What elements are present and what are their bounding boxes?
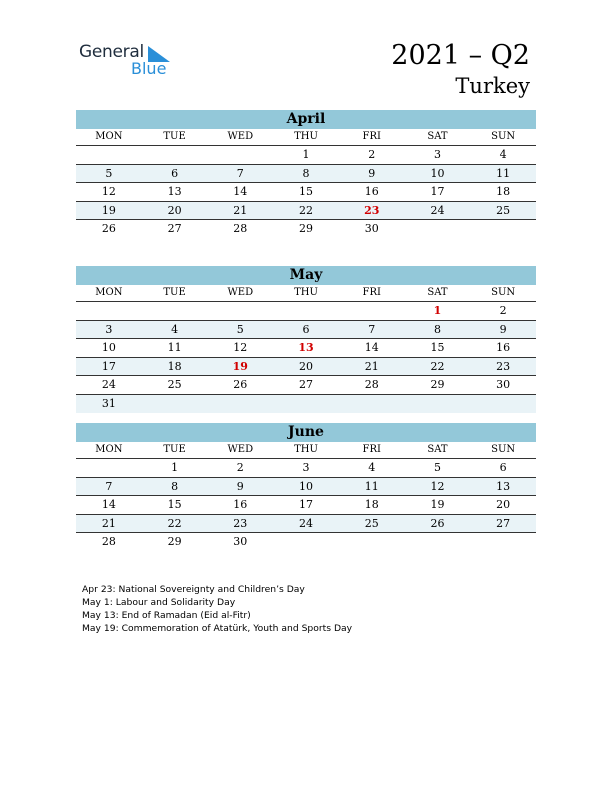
day-cell: 23 xyxy=(496,359,511,373)
empty-day-cell xyxy=(339,395,405,413)
weekday-label: MON xyxy=(95,444,123,455)
day-cell: 30 xyxy=(233,535,248,549)
weekday-header-row xyxy=(76,442,536,459)
day-cell: 16 xyxy=(364,185,379,199)
weekday-label: MON xyxy=(95,287,123,298)
day-cell: 15 xyxy=(167,498,182,512)
day-cell: 3 xyxy=(302,461,310,474)
day-cell: 5 xyxy=(105,166,113,180)
weekday-label: THU xyxy=(294,444,318,455)
empty-day-cell xyxy=(405,220,471,238)
day-cell: 17 xyxy=(101,359,116,373)
empty-day-cell xyxy=(273,533,339,551)
holiday-day-cell: 19 xyxy=(232,359,248,373)
empty-day-cell xyxy=(76,146,142,164)
day-cell: 7 xyxy=(236,166,244,180)
day-cell: 23 xyxy=(233,516,248,530)
week-row xyxy=(76,220,536,238)
day-cell: 28 xyxy=(101,535,116,549)
day-cell: 29 xyxy=(299,222,314,236)
day-cell: 12 xyxy=(430,479,445,493)
day-cell: 26 xyxy=(430,516,445,530)
week-row xyxy=(76,183,536,202)
day-cell: 13 xyxy=(167,185,182,199)
weekday-label: SUN xyxy=(491,444,516,455)
logo-word-general: General xyxy=(79,42,144,62)
day-cell: 20 xyxy=(299,359,314,373)
day-cell: 8 xyxy=(302,166,310,180)
day-cell: 21 xyxy=(101,516,116,530)
day-cell: 5 xyxy=(236,322,244,336)
day-cell: 22 xyxy=(299,203,314,217)
day-cell: 14 xyxy=(233,185,248,199)
day-cell: 10 xyxy=(299,479,314,493)
day-cell: 10 xyxy=(430,166,445,180)
weekday-label: FRI xyxy=(362,287,381,298)
weekday-header-row xyxy=(76,285,536,302)
weekday-header-row xyxy=(76,129,536,146)
week-row xyxy=(76,165,536,184)
week-row xyxy=(76,146,536,165)
holiday-day-cell: 23 xyxy=(364,203,380,217)
day-cell: 10 xyxy=(101,341,116,355)
week-row xyxy=(76,395,536,413)
holiday-note: May 13: End of Ramadan (Eid al-Fitr) xyxy=(82,610,251,621)
week-row xyxy=(76,321,536,340)
weeks xyxy=(76,302,536,413)
day-cell: 19 xyxy=(430,498,445,512)
month-may xyxy=(76,266,536,413)
week-row xyxy=(76,478,536,497)
day-cell: 21 xyxy=(364,359,379,373)
day-cell: 15 xyxy=(430,341,445,355)
day-cell: 31 xyxy=(101,396,116,410)
month-april xyxy=(76,110,536,238)
weekday-label: WED xyxy=(227,444,254,455)
empty-day-cell xyxy=(470,220,536,238)
day-cell: 18 xyxy=(167,359,182,373)
day-cell: 22 xyxy=(430,359,445,373)
week-row xyxy=(76,376,536,395)
day-cell: 18 xyxy=(496,185,511,199)
empty-day-cell xyxy=(405,395,471,413)
weekday-label: SAT xyxy=(427,444,448,455)
empty-day-cell xyxy=(207,302,273,320)
day-cell: 28 xyxy=(364,378,379,392)
day-cell: 7 xyxy=(105,479,113,493)
day-cell: 27 xyxy=(167,222,182,236)
day-cell: 1 xyxy=(171,461,179,474)
country-name: Turkey xyxy=(455,74,530,98)
weekday-label: WED xyxy=(227,287,254,298)
day-cell: 30 xyxy=(496,378,511,392)
day-cell: 14 xyxy=(364,341,379,355)
month-header: June xyxy=(76,423,536,442)
week-row xyxy=(76,459,536,478)
day-cell: 12 xyxy=(233,341,248,355)
day-cell: 3 xyxy=(105,322,113,336)
day-cell: 28 xyxy=(233,222,248,236)
weekday-label: THU xyxy=(294,131,318,142)
generalblue-logo xyxy=(79,42,179,82)
day-cell: 27 xyxy=(299,378,314,392)
day-cell: 4 xyxy=(499,148,507,161)
day-cell: 16 xyxy=(233,498,248,512)
day-cell: 6 xyxy=(171,166,179,180)
empty-day-cell xyxy=(142,395,208,413)
day-cell: 15 xyxy=(299,185,314,199)
day-cell: 20 xyxy=(167,203,182,217)
day-cell: 9 xyxy=(236,479,244,493)
week-row xyxy=(76,302,536,321)
weekday-label: FRI xyxy=(362,131,381,142)
day-cell: 5 xyxy=(433,461,441,474)
page-title: 2021 – Q2 xyxy=(391,40,530,71)
day-cell: 2 xyxy=(499,304,507,317)
day-cell: 11 xyxy=(364,479,379,493)
weekday-label: TUE xyxy=(163,444,186,455)
weekday-label: SAT xyxy=(427,131,448,142)
day-cell: 8 xyxy=(433,322,441,336)
empty-day-cell xyxy=(339,302,405,320)
day-cell: 17 xyxy=(299,498,314,512)
empty-day-cell xyxy=(76,302,142,320)
holiday-note: May 19: Commemoration of Atatürk, Youth and Sports Day xyxy=(82,623,353,634)
day-cell: 3 xyxy=(433,148,441,161)
day-cell: 25 xyxy=(167,378,182,392)
weekday-label: FRI xyxy=(362,444,381,455)
weeks xyxy=(76,459,536,551)
day-cell: 11 xyxy=(496,166,511,180)
weeks xyxy=(76,146,536,238)
holiday-notes xyxy=(82,583,352,635)
week-row xyxy=(76,358,536,377)
day-cell: 21 xyxy=(233,203,248,217)
logo-word-blue: Blue xyxy=(131,59,167,78)
day-cell: 9 xyxy=(499,322,507,336)
weekday-label: MON xyxy=(95,131,123,142)
day-cell: 17 xyxy=(430,185,445,199)
day-cell: 8 xyxy=(171,479,179,493)
day-cell: 22 xyxy=(167,516,182,530)
day-cell: 2 xyxy=(236,461,244,474)
empty-day-cell xyxy=(142,302,208,320)
weekday-label: TUE xyxy=(163,287,186,298)
holiday-day-cell: 1 xyxy=(433,304,442,317)
month-june xyxy=(76,423,536,551)
week-row xyxy=(76,339,536,358)
empty-day-cell xyxy=(405,533,471,551)
day-cell: 7 xyxy=(368,322,376,336)
month-header: April xyxy=(76,110,536,129)
empty-day-cell xyxy=(273,302,339,320)
week-row xyxy=(76,496,536,515)
day-cell: 24 xyxy=(101,378,116,392)
day-cell: 9 xyxy=(368,166,376,180)
empty-day-cell xyxy=(470,533,536,551)
holiday-day-cell: 13 xyxy=(298,341,314,355)
empty-day-cell xyxy=(207,146,273,164)
day-cell: 25 xyxy=(496,203,511,217)
empty-day-cell xyxy=(142,146,208,164)
weekday-label: SUN xyxy=(491,287,516,298)
day-cell: 16 xyxy=(496,341,511,355)
weekday-label: SAT xyxy=(427,287,448,298)
day-cell: 12 xyxy=(101,185,116,199)
empty-day-cell xyxy=(470,395,536,413)
day-cell: 11 xyxy=(167,341,182,355)
weekday-label: THU xyxy=(294,287,318,298)
day-cell: 2 xyxy=(368,148,376,161)
holiday-note: May 1: Labour and Solidarity Day xyxy=(82,597,236,608)
holiday-note: Apr 23: National Sovereignty and Children’s Day xyxy=(82,584,305,595)
day-cell: 26 xyxy=(233,378,248,392)
weekday-label: WED xyxy=(227,131,254,142)
day-cell: 26 xyxy=(101,222,116,236)
day-cell: 30 xyxy=(364,222,379,236)
month-header: May xyxy=(76,266,536,285)
day-cell: 18 xyxy=(364,498,379,512)
day-cell: 24 xyxy=(299,516,314,530)
day-cell: 29 xyxy=(430,378,445,392)
day-cell: 4 xyxy=(368,461,376,474)
week-row xyxy=(76,202,536,221)
day-cell: 27 xyxy=(496,516,511,530)
day-cell: 29 xyxy=(167,535,182,549)
empty-day-cell xyxy=(76,459,142,477)
day-cell: 1 xyxy=(302,148,310,161)
weekday-label: SUN xyxy=(491,131,516,142)
day-cell: 6 xyxy=(499,461,507,474)
day-cell: 14 xyxy=(101,498,116,512)
weekday-label: TUE xyxy=(163,131,186,142)
day-cell: 24 xyxy=(430,203,445,217)
day-cell: 6 xyxy=(302,322,310,336)
empty-day-cell xyxy=(207,395,273,413)
week-row xyxy=(76,515,536,534)
day-cell: 13 xyxy=(496,479,511,493)
day-cell: 4 xyxy=(171,322,179,336)
empty-day-cell xyxy=(273,395,339,413)
empty-day-cell xyxy=(339,533,405,551)
day-cell: 25 xyxy=(364,516,379,530)
day-cell: 20 xyxy=(496,498,511,512)
week-row xyxy=(76,533,536,551)
day-cell: 19 xyxy=(101,203,116,217)
